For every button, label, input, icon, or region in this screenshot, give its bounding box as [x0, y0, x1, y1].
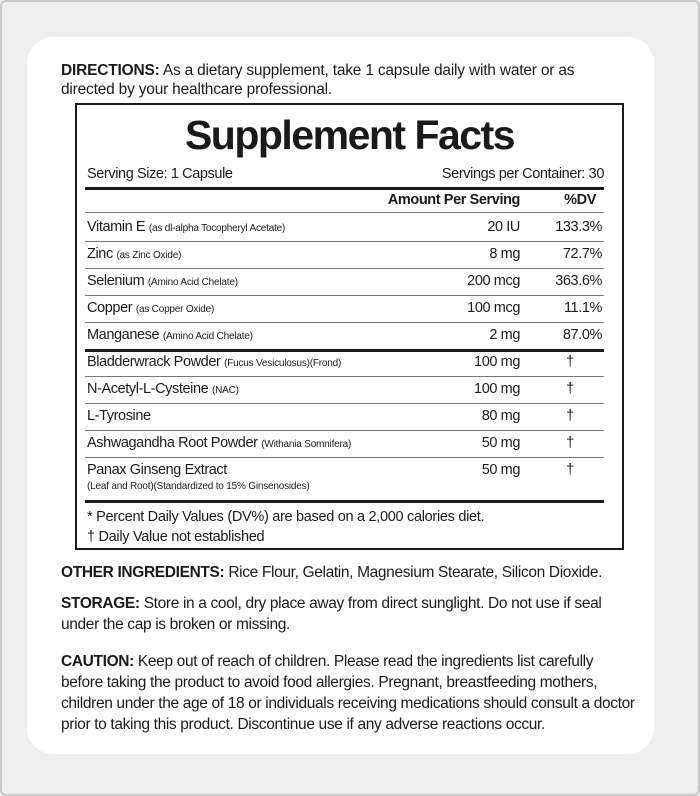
nutrient-name [87, 408, 151, 424]
nutrient-dv: 11.1% [563, 300, 602, 316]
nutrient-detail: (Withania Somnifera) [261, 439, 352, 450]
nutrient-name-text: L-Tyrosine [87, 408, 151, 424]
caution-section [61, 651, 636, 735]
supplement-facts-panel [75, 103, 624, 550]
nutrient-detail: (as dl-alpha Tocopheryl Acetate) [148, 223, 286, 234]
other-ingredients-text: Rice Flour, Gelatin, Magnesium Stearate, Silicon Dioxide. [224, 564, 603, 581]
nutrient-name-text: N-Acetyl-L-Cysteine [87, 381, 209, 397]
nutrient-name [87, 354, 341, 370]
serving-size: Serving Size: 1 Capsule [87, 166, 233, 182]
footnote-dagger: † Daily Value not established [87, 529, 265, 545]
nutrient-dv: † [566, 354, 574, 370]
nutrient-name-text: Selenium [87, 273, 145, 289]
table-row [85, 323, 604, 349]
nutrient-name [87, 462, 227, 478]
nutrient-dv: † [566, 462, 574, 478]
nutrient-dv: † [566, 435, 574, 451]
nutrient-name [87, 435, 351, 451]
nutrient-name-text: Panax Ginseng Extract [87, 462, 227, 478]
nutrient-dv: 87.0% [562, 327, 602, 343]
divider [85, 212, 604, 213]
nutrient-name-text: Manganese [87, 327, 160, 343]
directions-section [61, 61, 631, 99]
nutrient-dv: 72.7% [562, 246, 602, 262]
nutrient-detail: (Amino Acid Chelate) [162, 331, 253, 342]
nutrient-name [87, 246, 181, 262]
divider-thick [85, 500, 604, 503]
nutrient-detail: (Leaf and Root)(Standardized to 15% Ginsenosides) [87, 481, 310, 492]
facts-title: Supplement Facts [184, 112, 515, 158]
nutrient-name-text: Zinc [87, 246, 113, 262]
nutrient-name [87, 327, 253, 343]
nutrient-amount: 50 mg [481, 435, 520, 451]
nutrient-detail: (NAC) [211, 385, 239, 396]
storage-label: STORAGE: [61, 595, 140, 612]
nutrient-amount: 100 mg [474, 354, 520, 370]
table-row [85, 242, 604, 268]
nutrient-name [87, 300, 214, 316]
header-dv: %DV [564, 192, 596, 208]
caution-label: CAUTION: [61, 653, 134, 670]
storage-section [61, 593, 636, 635]
table-row [85, 458, 604, 500]
storage-text: Store in a cool, dry place away from direct sunglight. Do not use if seal under the cap is broken or missing. [61, 595, 602, 633]
caution-text: Keep out of reach of children. Please read the ingredients list carefully before taking the product to avoid food allergies. Pregnant, breastfeeding mothers, children under the age of 18 or individuals receiving medications should consult a doctor prior to taking this product. Discontinue use if any adverse reactions occur. [61, 653, 635, 733]
divider-thick [85, 187, 604, 190]
other-ingredients-section [61, 562, 636, 583]
nutrient-dv: 133.3% [555, 219, 602, 235]
nutrient-amount: 8 mg [489, 246, 520, 262]
table-row [85, 269, 604, 295]
table-row [85, 350, 604, 376]
nutrient-name-text: Ashwagandha Root Powder [87, 435, 258, 451]
directions-label: DIRECTIONS: [61, 62, 160, 79]
nutrient-detail: (Fucus Vesiculosus)(Frond) [224, 358, 342, 369]
table-row [85, 431, 604, 457]
nutrient-dv: † [566, 381, 574, 397]
table-row [85, 215, 604, 241]
nutrient-name [87, 381, 239, 397]
nutrient-name [87, 273, 238, 289]
nutrient-name [87, 219, 285, 235]
nutrient-amount: 100 mg [474, 381, 520, 397]
nutrient-name-text: Bladderwrack Powder [87, 354, 221, 370]
nutrient-amount: 100 mcg [467, 300, 520, 316]
header-amount: Amount Per Serving [387, 192, 520, 208]
nutrient-dv: 363.6% [555, 273, 602, 289]
nutrient-detail: (as Zinc Oxide) [116, 250, 182, 261]
nutrient-amount: 80 mg [481, 408, 520, 424]
table-row [85, 377, 604, 403]
servings-per-container: Servings per Container: 30 [441, 166, 604, 182]
directions-text: As a dietary supplement, take 1 capsule daily with water or as directed by your healthcare professional. [61, 62, 575, 98]
nutrient-name-text: Vitamin E [87, 219, 146, 235]
nutrient-amount: 200 mcg [467, 273, 520, 289]
nutrient-detail: (Amino Acid Chelate) [147, 277, 238, 288]
table-row [85, 404, 604, 430]
table-row [85, 296, 604, 322]
nutrient-amount: 50 mg [481, 462, 520, 478]
nutrient-dv: † [566, 408, 574, 424]
serving-info [87, 165, 604, 183]
other-ingredients-label: OTHER INGREDIENTS: [61, 564, 225, 581]
nutrient-detail: (as Copper Oxide) [135, 304, 215, 315]
nutrient-name-text: Copper [87, 300, 133, 316]
footnote-percent: * Percent Daily Values (DV%) are based on a 2,000 calories diet. [87, 509, 485, 525]
nutrient-amount: 20 IU [487, 219, 520, 235]
nutrient-amount: 2 mg [489, 327, 520, 343]
